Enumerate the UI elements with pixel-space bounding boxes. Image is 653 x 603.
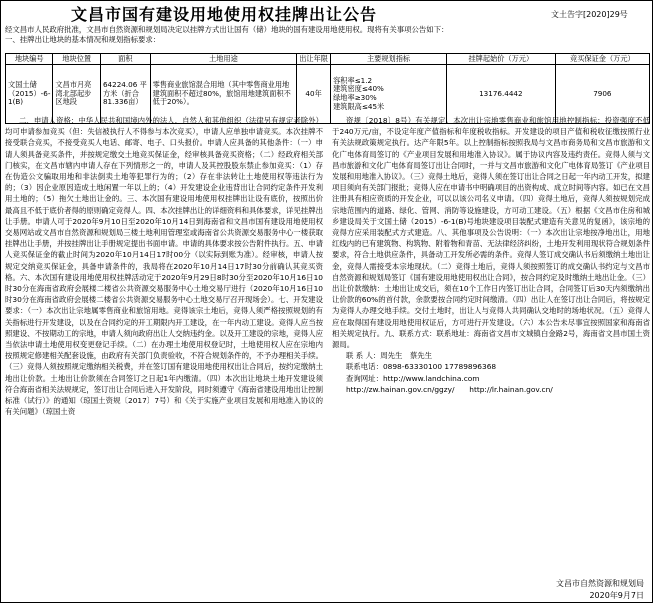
body-paragraph: 二、申请人资格：中华人民共和国境内外的法人、自然人和其他组织（法律另有规定者除外）均可申请参加竞买（但：失信被执行人不得参与本次竞买），申请人应单独申请竞买。本次挂牌不接受联合竞买，不接受竞买人电话、邮寄、电子、口头报价。申请人应具备的其他条件：（一）申请人须具备竞买条件，并按规定缴交土地竞买保证金，经审核具备竞买资格；（二）经政府相关部门核实，在文昌市辖内申请人存在下列情形之一的，申请人及其控股股东禁止参加竞买：（1）存在伪造公文骗取用地和非法倒卖土地等犯罪行为的；（2）存在非法转让土地使用权等违法行为的；（3）因企业原因造成土地闲置一年以上的；（4）开发建设企业违背出让合同约定条件开发利用土地的；（5）拖欠土地出让金的。三、本次国有建设用地使用权挂牌出让设有底价，按照出价最高且不低于底价者得的原则确定竞得人。四、本次挂牌出让的详细资料和具体要求，详见挂牌出让手册。申请人可于2020年9月10日至2020年10月14日到海南省和文昌市国有建设用地使用权交易网站或文昌市自然资源和规划局三楼土地利用管理室或海南省公共资源交易服务中心一楼获取挂牌出让手册，并按挂牌出让手册规定提出书面申请。申请的具体要求按公告附件执行。五、申请人竞买保证金的截止时间为2020年10月14日17时00分（以实际到账为准）。经审核，申请人按规定交纳竞买保证金，具备申请条件的，我局将在2020年10月14日17时30分前确认其竞买资格。六、本次国有建设用地使用权挂牌活动定于2020年9月29日8时30分至2020年10月16日10时30分在海南省政府会展楼二楼省公共资源交易服务中心土地交易厅进行（2020年10月16日10时30分在海南省政府会展楼二楼省公共资源交易服务中心土地交易厅召开现场会）。七、开发建设要求：（一）本次出让宗地属零售商业和旅馆用地。竞得该宗土地后，竞得人须严格按照规划的有关指标进行开发建设，以及在合同约定的开工期限内开工建设，在一年内动工建设。竞得人应当按照建设、不按期动工的宗地，申请人须向政府出让人交纳违约金。以及开工建设的宗地，竞得人应当依法申请土地使用权变更登记手续。（二）在办理土地使用权登记时，土地使用权人应在宗地内按照规定修建相关配套设施，由政府有关部门负责验收，不符合规划条件的，不予办理相关手续。（三）竞得人须按照规定缴纳相关税费，并在签订国有建设用地使用权出让合同后，按约定缴纳土地出让价款。土地出让价款须在合同签订之日起1年内缴清。（四）本次出让地块土地开发建设须符合海南省相关法规规定，签订出让合同后进入开发阶段，同时须遵守《海南省建设用地出让控制标准（试行）》的通知（琼国土资规〔2017〕7号）和《关于实施产业项目发展和用地准入协议的有关问题》（琼国土资 <box>5 116 323 417</box>
indicator-item: 建筑限高≤45米 <box>333 101 385 111</box>
intro-section <box>5 25 648 45</box>
contact-person: 联 系 人：周先生 蔡先生 <box>346 351 432 361</box>
parcel-info-table <box>5 53 650 124</box>
location-cell: 文昌市月亮湾北部起步区地段 <box>53 65 101 124</box>
term-cell: 40年 <box>297 65 331 124</box>
indicator-item: 容积率≤1.2 <box>333 75 373 85</box>
parcel-id-cell: 文国土储（2015）-6-1(B) <box>6 65 53 124</box>
column-header: 地块位置 <box>53 54 101 65</box>
page-title: 文昌市国有建设用地使用权挂牌出让公告 <box>71 5 378 24</box>
land-use-cell: 零售商业旅馆混合用地（其中零售商业用地建筑面积不超过80%，旅馆用地建筑面积不低于20%）。 <box>150 65 296 124</box>
column-header: 面积 <box>100 54 150 65</box>
section-heading: 一、挂牌出让地块的基本情况和规划指标要求： <box>5 34 161 44</box>
deposit-cell: 7906 <box>555 65 649 124</box>
query-website: 查询网址：http://www.landchina.com <box>346 373 480 383</box>
area-cell: 64224.06 平方米（折合81.336亩） <box>100 65 150 124</box>
column-header: 地块编号 <box>6 54 53 65</box>
table-header-row <box>6 54 650 65</box>
query-website-links: http://zw.hainan.gov.cn/ggzy/ http://lr.hainan.gov.cn/ <box>346 384 553 394</box>
column-header: 土地用途 <box>150 54 296 65</box>
indicator-item: 建筑密度≤40% <box>333 84 384 94</box>
body-left-column <box>5 115 323 577</box>
column-header: 主要规划指标 <box>331 54 447 65</box>
column-header: 竞买保证金（万元） <box>555 54 649 65</box>
issue-date: 2020年9月7日 <box>589 591 644 600</box>
body-paragraph: 资规〔2018〕8号）有关规定。本次出让宗地零售商业和旅馆用地控制指标：投资强度不低于240万元/亩，不设定年度产值指标和年度税收指标。开发建设的项目产值和税收征缴按照行业有关法规政策规定执行。达产年限5年。以上控制指标按照我局与文昌市商务局和文昌市旅游和文化广电体育局签订的《产业项目发展和用地准入协议》。属于协议内容及违约责任。竞得人须与文昌市旅游和文化广电体育局签订出让合同时，一并与文昌市旅游和文化广电体育局签订《产业项目发展和用地准入协议》。（三）竞得土地后，竞得人须在签订出让合同之日起一年内动工开发，拟建项目须向有关部门报批；竞得人应在申请书中明确项目的出资构成、成立时间等内容。如已在文昌注册具有相应资质的开发企业，可以以该公司名义申请。（四）竞得土地后，竞得人须按规划完成宗地范围内的道路、绿化、管网、消防等设施建设，方可动工建设。（五）根据《文昌市住房和城乡建设局关于文国土储（2015）-6-1(B)号地块建设项目装配式建造有关意见的复函》，该宗地的竞得方应采用装配式方式建造。八、其他事项及公告说明：（一）本次出让宗地按净地出让，用地红线内的已有建筑物、构筑物、附着物和青苗、无法律经济纠纷，土地开发利用现状符合规划条件要求，符合土地供应条件，具备动工开发所必需的条件。竞得人签订成交确认书后须缴纳土地出让金，竞得人需接受本宗地现状。（二）竞得土地后，竞得人须按照签订的成交确认书约定与文昌市自然资源和规划局签订《国有建设用地使用权出让合同》，按合同约定及时缴纳土地出让金。（三）出让价款缴纳：土地出让成交后，须在10个工作日内签订出让合同，合同签订后30天内须缴纳出让价款的60%的首付款，余款要按合同约定时间缴清。（四）出让人在签订出让合同后，将按规定为竞得人办理交地手续。交付土地时，出让人与竞得人共同确认交地时的场地状况。（五）竞得人应在取得国有建设用地使用权证后，方可进行开发建设。（六）本公告未尽事宜按照国家和海南省相关规定执行。九、联系方式：联系地址：海南省文昌市文城镇白金路2号，海南省文昌市国土资源局。 <box>332 116 650 350</box>
body-right-column <box>332 115 650 577</box>
column-header: 出让年限 <box>297 54 331 65</box>
contact-phone: 联系电话：0898-63330100 17789896368 <box>346 362 497 372</box>
start-price-cell: 13176.4442 <box>446 65 555 124</box>
document-number: 文土告字[2020]29号 <box>551 10 628 19</box>
issuing-organization: 文昌市自然资源和规划局 <box>556 579 644 588</box>
intro-paragraph: 经文昌市人民政府批准，文昌市自然资源和规划局决定以挂牌方式出让国有（储）地块的国有建设用地使用权。现将有关事项公告如下： <box>5 25 449 34</box>
indicator-item: 绿地率≥30% <box>333 93 377 102</box>
column-header: 挂牌起始价（万元） <box>446 54 555 65</box>
